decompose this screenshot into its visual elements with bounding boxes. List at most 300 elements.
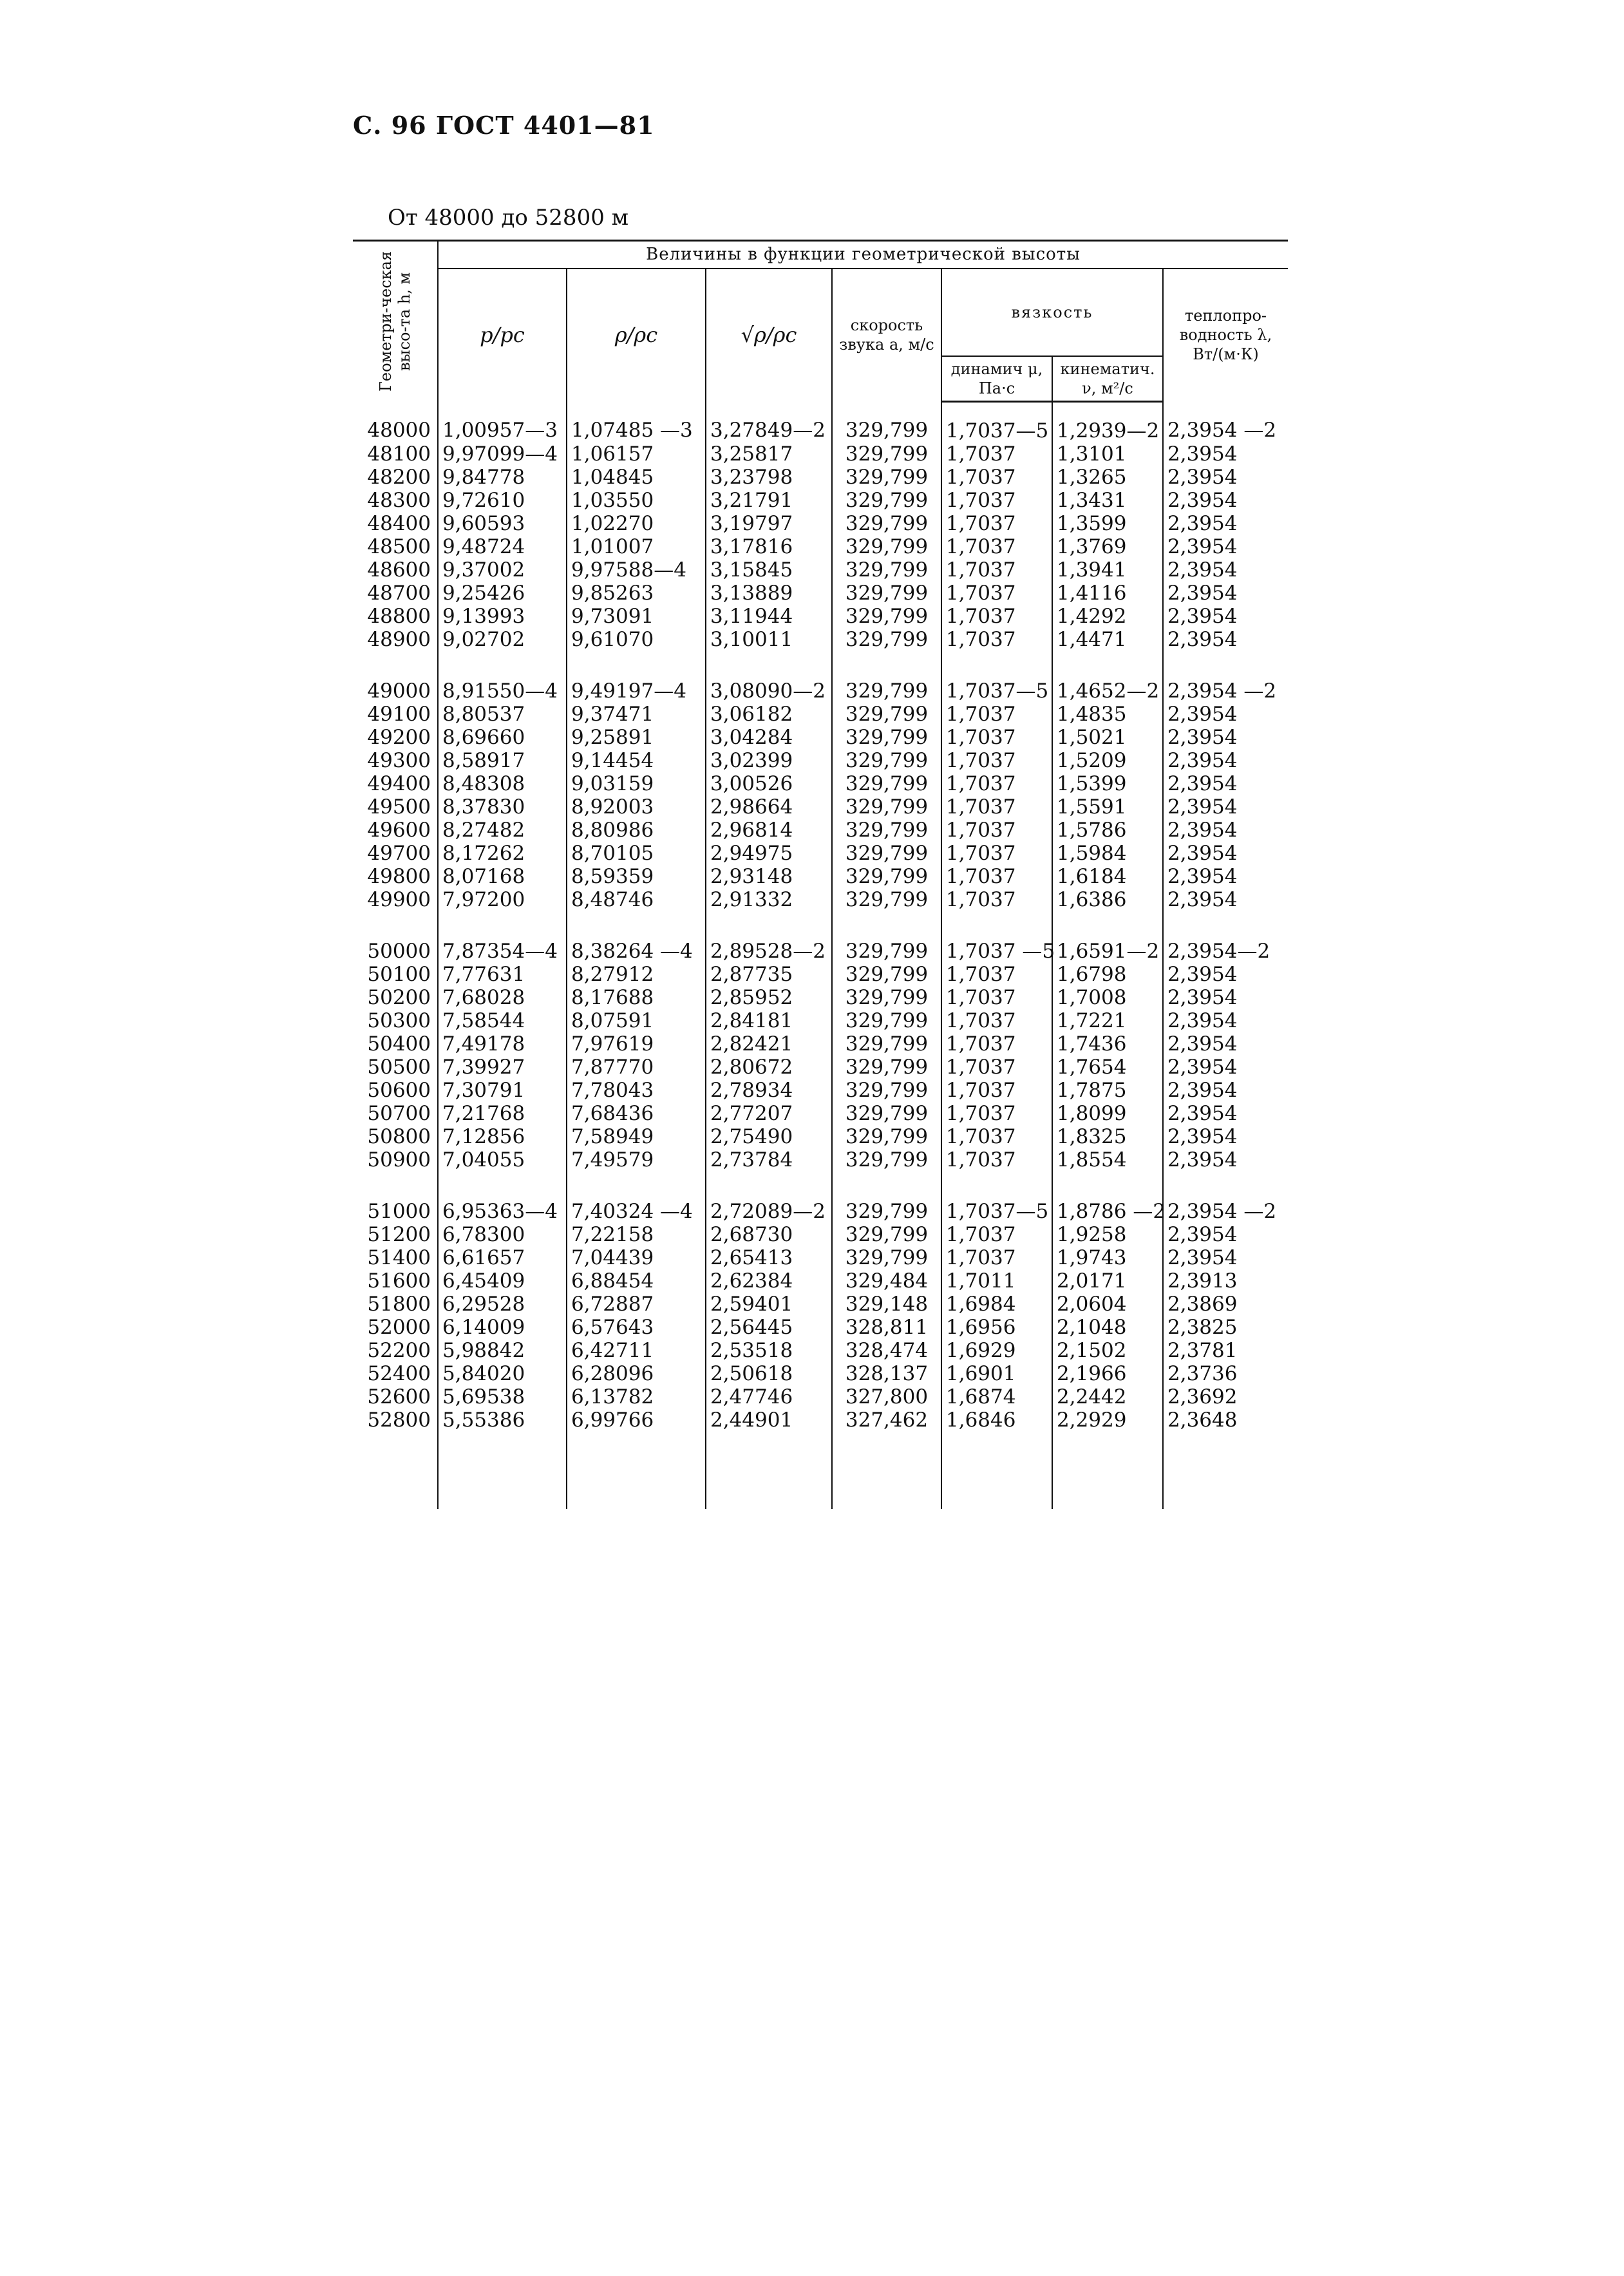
cell-height: 49400 [367, 772, 431, 795]
table-row [353, 795, 1288, 819]
cell-p-ratio: 5,69538 [438, 1385, 567, 1408]
cell-kinematic-viscosity: 1,5984 [1052, 842, 1163, 865]
cell-kinematic-viscosity: 1,6386 [1052, 888, 1163, 911]
cell-density-ratio: 9,25891 [567, 726, 706, 749]
cell-p-ratio: 8,37830 [438, 795, 567, 819]
table-row [353, 1056, 1288, 1079]
cell-kinematic-viscosity: 1,2939—2 [1052, 401, 1163, 442]
cell-sqrt-density-ratio: 2,91332 [706, 888, 832, 911]
cell-height: 51400 [367, 1246, 431, 1269]
col-head-dynamic-viscosity: динамич μ, Па·с [941, 356, 1052, 402]
cell-dynamic-viscosity: 1,7037 [941, 795, 1052, 819]
cell-sqrt-density-ratio: 2,73784 [706, 1148, 832, 1171]
cell-kinematic-viscosity: 1,7436 [1052, 1032, 1163, 1056]
cell-sound-speed: 329,799 [832, 726, 941, 749]
cell-sqrt-density-ratio: 2,96814 [706, 819, 832, 842]
cell-sqrt-density-ratio: 3,08090—2 [706, 651, 832, 703]
col-head-kinematic-viscosity: кинематич. ν, м²/с [1052, 356, 1163, 402]
cell-kinematic-viscosity: 1,3769 [1052, 535, 1163, 558]
cell-sqrt-density-ratio: 2,85952 [706, 986, 832, 1009]
cell-density-ratio: 8,80986 [567, 819, 706, 842]
cell-kinematic-viscosity: 1,7875 [1052, 1079, 1163, 1102]
cell-dynamic-viscosity: 1,7037 [941, 535, 1052, 558]
cell-thermal-conductivity: 2,3954 [1163, 1102, 1288, 1125]
cell-thermal-conductivity: 2,3736 [1163, 1362, 1288, 1385]
cell-thermal-conductivity: 2,3954 [1163, 558, 1288, 582]
cell-height: 50900 [367, 1148, 431, 1171]
cell-density-ratio: 7,97619 [567, 1032, 706, 1056]
cell-sound-speed: 329,799 [832, 1079, 941, 1102]
table-row [353, 1385, 1288, 1408]
cell-p-ratio: 1,00957—3 [438, 401, 567, 442]
cell-thermal-conductivity: 2,3954 [1163, 703, 1288, 726]
cell-kinematic-viscosity: 1,7008 [1052, 986, 1163, 1009]
cell-dynamic-viscosity: 1,7037—5 [941, 401, 1052, 442]
cell-dynamic-viscosity: 1,7037 [941, 489, 1052, 512]
cell-sound-speed: 329,799 [832, 401, 941, 442]
cell-dynamic-viscosity: 1,7037 [941, 986, 1052, 1009]
table-row [353, 442, 1288, 466]
cell-sqrt-density-ratio: 2,87735 [706, 963, 832, 986]
cell-height: 49600 [367, 818, 431, 842]
cell-sound-speed: 329,799 [832, 628, 941, 651]
cell-density-ratio: 9,37471 [567, 703, 706, 726]
cell-p-ratio: 8,80537 [438, 703, 567, 726]
cell-sound-speed: 329,799 [832, 489, 941, 512]
table-row [353, 703, 1288, 726]
table-row [353, 1079, 1288, 1102]
cell-thermal-conductivity: 2,3954 [1163, 986, 1288, 1009]
table-row [353, 911, 1288, 963]
cell-sqrt-density-ratio: 2,72089—2 [706, 1171, 832, 1223]
cell-dynamic-viscosity: 1,7037 [941, 703, 1052, 726]
cell-height: 49700 [367, 841, 431, 865]
cell-density-ratio: 6,99766 [567, 1408, 706, 1432]
cell-sound-speed: 329,799 [832, 1102, 941, 1125]
cell-thermal-conductivity: 2,3954 —2 [1163, 651, 1288, 703]
cell-sound-speed: 329,799 [832, 1009, 941, 1032]
cell-kinematic-viscosity: 1,7654 [1052, 1056, 1163, 1079]
cell-p-ratio: 8,69660 [438, 726, 567, 749]
cell-sqrt-density-ratio: 2,47746 [706, 1385, 832, 1408]
cell-height: 51800 [367, 1292, 431, 1316]
cell-sqrt-density-ratio: 3,13889 [706, 582, 832, 605]
cell-dynamic-viscosity: 1,7037—5 [941, 651, 1052, 703]
cell-sqrt-density-ratio: 2,65413 [706, 1246, 832, 1269]
cell-dynamic-viscosity: 1,7037 [941, 605, 1052, 628]
cell-p-ratio: 9,13993 [438, 605, 567, 628]
table-row [353, 1102, 1288, 1125]
cell-density-ratio: 9,73091 [567, 605, 706, 628]
cell-sqrt-density-ratio: 3,06182 [706, 703, 832, 726]
table-body [353, 401, 1288, 1509]
cell-kinematic-viscosity: 1,9258 [1052, 1223, 1163, 1246]
cell-p-ratio: 7,49178 [438, 1032, 567, 1056]
cell-sound-speed: 329,799 [832, 512, 941, 535]
cell-thermal-conductivity: 2,3954 [1163, 1056, 1288, 1079]
table-row [353, 512, 1288, 535]
cell-sqrt-density-ratio: 3,19797 [706, 512, 832, 535]
cell-kinematic-viscosity: 1,6591—2 [1052, 911, 1163, 963]
cell-kinematic-viscosity: 2,0171 [1052, 1269, 1163, 1293]
cell-height: 51000 [367, 1199, 431, 1223]
cell-kinematic-viscosity: 1,3599 [1052, 512, 1163, 535]
cell-density-ratio: 1,07485 —3 [567, 401, 706, 442]
cell-sqrt-density-ratio: 2,82421 [706, 1032, 832, 1056]
cell-sqrt-density-ratio: 3,21791 [706, 489, 832, 512]
cell-thermal-conductivity: 2,3825 [1163, 1316, 1288, 1339]
cell-density-ratio: 7,78043 [567, 1079, 706, 1102]
cell-sqrt-density-ratio: 2,78934 [706, 1079, 832, 1102]
table-row [353, 842, 1288, 865]
cell-kinematic-viscosity: 1,4292 [1052, 605, 1163, 628]
cell-dynamic-viscosity: 1,7037 [941, 628, 1052, 651]
cell-height: 49000 [367, 679, 431, 703]
cell-height: 50600 [367, 1078, 431, 1102]
cell-p-ratio: 7,04055 [438, 1148, 567, 1171]
cell-thermal-conductivity: 2,3954 [1163, 512, 1288, 535]
cell-thermal-conductivity: 2,3954 [1163, 1125, 1288, 1148]
cell-sound-speed: 329,799 [832, 703, 941, 726]
cell-dynamic-viscosity: 1,7037 [941, 442, 1052, 466]
cell-sound-speed: 329,799 [832, 795, 941, 819]
cell-sqrt-density-ratio: 3,17816 [706, 535, 832, 558]
cell-dynamic-viscosity: 1,6874 [941, 1385, 1052, 1408]
cell-dynamic-viscosity: 1,6901 [941, 1362, 1052, 1385]
cell-p-ratio: 7,77631 [438, 963, 567, 986]
cell-sound-speed: 329,799 [832, 582, 941, 605]
cell-p-ratio: 7,97200 [438, 888, 567, 911]
cell-density-ratio: 1,06157 [567, 442, 706, 466]
cell-sound-speed: 329,799 [832, 466, 941, 489]
cell-sqrt-density-ratio: 3,00526 [706, 772, 832, 795]
atmosphere-table [353, 240, 1288, 1509]
cell-dynamic-viscosity: 1,7037 [941, 842, 1052, 865]
cell-density-ratio: 6,28096 [567, 1362, 706, 1385]
cell-sound-speed: 327,800 [832, 1385, 941, 1408]
cell-dynamic-viscosity: 1,7037 [941, 512, 1052, 535]
col-head-thermal-conductivity: теплопро-водность λ, Вт/(м·К) [1163, 269, 1288, 402]
cell-height: 49900 [367, 887, 431, 911]
table-row [353, 1171, 1288, 1223]
cell-kinematic-viscosity: 2,1966 [1052, 1362, 1163, 1385]
cell-thermal-conductivity: 2,3869 [1163, 1293, 1288, 1316]
table-row [353, 1125, 1288, 1148]
cell-kinematic-viscosity: 2,1048 [1052, 1316, 1163, 1339]
cell-height: 50400 [367, 1032, 431, 1056]
col-head-sound-speed: скорость звука a, м/с [832, 269, 941, 402]
table-row [353, 888, 1288, 911]
cell-height: 49500 [367, 795, 431, 819]
cell-density-ratio: 1,02270 [567, 512, 706, 535]
cell-sound-speed: 328,474 [832, 1339, 941, 1362]
cell-kinematic-viscosity: 1,4835 [1052, 703, 1163, 726]
cell-height: 50000 [367, 939, 431, 963]
cell-kinematic-viscosity: 1,8786 —2 [1052, 1171, 1163, 1223]
cell-height: 50500 [367, 1055, 431, 1079]
cell-sound-speed: 329,799 [832, 963, 941, 986]
cell-kinematic-viscosity: 2,1502 [1052, 1339, 1163, 1362]
cell-sqrt-density-ratio: 2,44901 [706, 1408, 832, 1432]
cell-sound-speed: 329,799 [832, 558, 941, 582]
cell-dynamic-viscosity: 1,7037 [941, 819, 1052, 842]
cell-p-ratio: 8,17262 [438, 842, 567, 865]
table-row [353, 1316, 1288, 1339]
cell-p-ratio: 5,55386 [438, 1408, 567, 1432]
table-row [353, 986, 1288, 1009]
cell-thermal-conductivity: 2,3954 [1163, 605, 1288, 628]
cell-dynamic-viscosity: 1,7037 [941, 582, 1052, 605]
spacer-cell [353, 1432, 438, 1509]
cell-kinematic-viscosity: 1,4652—2 [1052, 651, 1163, 703]
cell-density-ratio: 7,58949 [567, 1125, 706, 1148]
cell-sqrt-density-ratio: 2,98664 [706, 795, 832, 819]
cell-kinematic-viscosity: 1,8325 [1052, 1125, 1163, 1148]
cell-thermal-conductivity: 2,3954 [1163, 628, 1288, 651]
cell-sqrt-density-ratio: 2,93148 [706, 865, 832, 888]
cell-height: 48100 [367, 442, 431, 466]
cell-sound-speed: 329,799 [832, 819, 941, 842]
cell-sound-speed: 329,799 [832, 1223, 941, 1246]
cell-sound-speed: 329,148 [832, 1293, 941, 1316]
cell-kinematic-viscosity: 1,5591 [1052, 795, 1163, 819]
cell-kinematic-viscosity: 1,6184 [1052, 865, 1163, 888]
cell-density-ratio: 1,04845 [567, 466, 706, 489]
cell-sound-speed: 329,799 [832, 1056, 941, 1079]
cell-dynamic-viscosity: 1,7037 [941, 1032, 1052, 1056]
table-row [353, 963, 1288, 986]
spacer-cell [567, 1432, 706, 1509]
cell-sqrt-density-ratio: 2,53518 [706, 1339, 832, 1362]
cell-height: 48900 [367, 627, 431, 651]
cell-thermal-conductivity: 2,3954 [1163, 842, 1288, 865]
cell-sqrt-density-ratio: 3,27849—2 [706, 401, 832, 442]
cell-height: 51600 [367, 1269, 431, 1293]
cell-p-ratio: 9,84778 [438, 466, 567, 489]
table-row [353, 1032, 1288, 1056]
table-bottom-spacer [353, 1432, 1288, 1509]
cell-density-ratio: 8,48746 [567, 888, 706, 911]
table-row [353, 1362, 1288, 1385]
table-row [353, 651, 1288, 703]
cell-p-ratio: 8,07168 [438, 865, 567, 888]
cell-thermal-conductivity: 2,3954 —2 [1163, 1171, 1288, 1223]
cell-sqrt-density-ratio: 2,62384 [706, 1269, 832, 1293]
cell-density-ratio: 1,01007 [567, 535, 706, 558]
cell-dynamic-viscosity: 1,7037 [941, 888, 1052, 911]
cell-height: 50800 [367, 1124, 431, 1148]
cell-density-ratio: 9,14454 [567, 749, 706, 772]
cell-sound-speed: 329,799 [832, 865, 941, 888]
cell-sqrt-density-ratio: 2,80672 [706, 1056, 832, 1079]
cell-dynamic-viscosity: 1,7037 [941, 1079, 1052, 1102]
cell-kinematic-viscosity: 1,3431 [1052, 489, 1163, 512]
cell-dynamic-viscosity: 1,7037—5 [941, 1171, 1052, 1223]
cell-dynamic-viscosity: 1,7037 [941, 1246, 1052, 1269]
cell-p-ratio: 6,78300 [438, 1223, 567, 1246]
cell-sound-speed: 329,799 [832, 651, 941, 703]
cell-thermal-conductivity: 2,3954 [1163, 888, 1288, 911]
col-head-height [353, 241, 438, 402]
cell-height: 50300 [367, 1009, 431, 1032]
cell-p-ratio: 5,98842 [438, 1339, 567, 1362]
cell-kinematic-viscosity: 1,6798 [1052, 963, 1163, 986]
cell-density-ratio: 7,22158 [567, 1223, 706, 1246]
cell-sqrt-density-ratio: 2,77207 [706, 1102, 832, 1125]
cell-sqrt-density-ratio: 2,50618 [706, 1362, 832, 1385]
cell-sound-speed: 329,799 [832, 749, 941, 772]
cell-p-ratio: 9,48724 [438, 535, 567, 558]
cell-thermal-conductivity: 2,3913 [1163, 1269, 1288, 1293]
table-row [353, 749, 1288, 772]
cell-density-ratio: 9,85263 [567, 582, 706, 605]
table-row [353, 726, 1288, 749]
cell-dynamic-viscosity: 1,7037 —5 [941, 911, 1052, 963]
cell-p-ratio: 8,58917 [438, 749, 567, 772]
cell-height: 48600 [367, 558, 431, 582]
cell-sqrt-density-ratio: 2,68730 [706, 1223, 832, 1246]
table-row [353, 772, 1288, 795]
cell-density-ratio: 6,88454 [567, 1269, 706, 1293]
cell-kinematic-viscosity: 1,8554 [1052, 1148, 1163, 1171]
cell-thermal-conductivity: 2,3781 [1163, 1339, 1288, 1362]
cell-height: 48200 [367, 465, 431, 489]
cell-sound-speed: 329,799 [832, 1171, 941, 1223]
cell-dynamic-viscosity: 1,7037 [941, 1223, 1052, 1246]
cell-sound-speed: 329,799 [832, 1246, 941, 1269]
cell-dynamic-viscosity: 1,7037 [941, 1009, 1052, 1032]
cell-kinematic-viscosity: 2,2442 [1052, 1385, 1163, 1408]
cell-kinematic-viscosity: 1,5786 [1052, 819, 1163, 842]
cell-p-ratio: 8,48308 [438, 772, 567, 795]
table-row [353, 1293, 1288, 1316]
table-row [353, 1269, 1288, 1293]
spacer-cell [832, 1432, 941, 1509]
cell-sound-speed: 329,799 [832, 1125, 941, 1148]
cell-kinematic-viscosity: 1,4471 [1052, 628, 1163, 651]
cell-sqrt-density-ratio: 3,10011 [706, 628, 832, 651]
col-head-sqrt-rho: √ρ/ρc [706, 269, 832, 402]
range-title: От 48000 до 52800 м [388, 205, 629, 231]
table-row [353, 628, 1288, 651]
cell-height: 49800 [367, 864, 431, 888]
cell-p-ratio: 9,97099—4 [438, 442, 567, 466]
cell-thermal-conductivity: 2,3954 [1163, 1223, 1288, 1246]
cell-thermal-conductivity: 2,3954 [1163, 963, 1288, 986]
cell-sound-speed: 328,137 [832, 1362, 941, 1385]
cell-dynamic-viscosity: 1,6929 [941, 1339, 1052, 1362]
cell-thermal-conductivity: 2,3954 [1163, 582, 1288, 605]
cell-dynamic-viscosity: 1,6956 [941, 1316, 1052, 1339]
cell-sound-speed: 329,799 [832, 888, 941, 911]
cell-sound-speed: 329,799 [832, 1148, 941, 1171]
spacer-cell [438, 1432, 567, 1509]
cell-p-ratio: 6,61657 [438, 1246, 567, 1269]
cell-thermal-conductivity: 2,3954 [1163, 1148, 1288, 1171]
cell-sqrt-density-ratio: 3,23798 [706, 466, 832, 489]
cell-height: 48500 [367, 535, 431, 558]
cell-height: 50700 [367, 1101, 431, 1125]
cell-p-ratio: 7,58544 [438, 1009, 567, 1032]
cell-thermal-conductivity: 2,3954 [1163, 1009, 1288, 1032]
cell-sqrt-density-ratio: 2,56445 [706, 1316, 832, 1339]
cell-thermal-conductivity: 2,3954 —2 [1163, 401, 1288, 442]
table-row [353, 1339, 1288, 1362]
cell-thermal-conductivity: 2,3692 [1163, 1385, 1288, 1408]
cell-height: 52400 [367, 1361, 431, 1385]
cell-sound-speed: 329,484 [832, 1269, 941, 1293]
cell-p-ratio: 7,39927 [438, 1056, 567, 1079]
cell-kinematic-viscosity: 2,2929 [1052, 1408, 1163, 1432]
cell-density-ratio: 6,13782 [567, 1385, 706, 1408]
table-head [353, 241, 1288, 402]
cell-density-ratio: 8,17688 [567, 986, 706, 1009]
cell-density-ratio: 8,27912 [567, 963, 706, 986]
cell-sqrt-density-ratio: 2,84181 [706, 1009, 832, 1032]
cell-height: 52800 [367, 1408, 431, 1432]
cell-dynamic-viscosity: 1,7037 [941, 749, 1052, 772]
table-row [353, 1223, 1288, 1246]
cell-height: 52600 [367, 1385, 431, 1408]
cell-height: 50200 [367, 985, 431, 1009]
cell-height: 48000 [367, 418, 431, 442]
cell-height: 49100 [367, 702, 431, 726]
cell-sqrt-density-ratio: 2,94975 [706, 842, 832, 865]
atmosphere-table-wrap [353, 240, 1288, 1509]
cell-thermal-conductivity: 2,3954 [1163, 795, 1288, 819]
cell-density-ratio: 6,42711 [567, 1339, 706, 1362]
cell-sound-speed: 329,799 [832, 842, 941, 865]
cell-dynamic-viscosity: 1,7037 [941, 1148, 1052, 1171]
table-row [353, 605, 1288, 628]
cell-density-ratio: 1,03550 [567, 489, 706, 512]
cell-p-ratio: 6,95363—4 [438, 1171, 567, 1223]
page-header: С. 96 ГОСТ 4401—81 [353, 111, 655, 140]
viscosity-group-head: вязкость [941, 269, 1163, 356]
cell-kinematic-viscosity: 1,5021 [1052, 726, 1163, 749]
cell-density-ratio: 8,70105 [567, 842, 706, 865]
cell-sound-speed: 329,799 [832, 605, 941, 628]
cell-sqrt-density-ratio: 3,25817 [706, 442, 832, 466]
spacer-cell [1163, 1432, 1288, 1509]
cell-kinematic-viscosity: 1,8099 [1052, 1102, 1163, 1125]
table-row [353, 819, 1288, 842]
col-head-p: p/pc [438, 269, 567, 402]
cell-p-ratio: 5,84020 [438, 1362, 567, 1385]
cell-dynamic-viscosity: 1,7037 [941, 1056, 1052, 1079]
cell-dynamic-viscosity: 1,7011 [941, 1269, 1052, 1293]
cell-kinematic-viscosity: 1,3941 [1052, 558, 1163, 582]
cell-sound-speed: 329,799 [832, 911, 941, 963]
cell-density-ratio: 7,40324 —4 [567, 1171, 706, 1223]
table-row [353, 489, 1288, 512]
cell-sqrt-density-ratio: 3,15845 [706, 558, 832, 582]
cell-density-ratio: 9,97588—4 [567, 558, 706, 582]
spacer-cell [706, 1432, 832, 1509]
table-row [353, 582, 1288, 605]
group-head: Величины в функции геометрической высоты [438, 241, 1288, 269]
cell-thermal-conductivity: 2,3954 [1163, 1079, 1288, 1102]
cell-sqrt-density-ratio: 3,02399 [706, 749, 832, 772]
cell-thermal-conductivity: 2,3954 [1163, 1246, 1288, 1269]
cell-height: 48700 [367, 581, 431, 605]
cell-density-ratio: 7,87770 [567, 1056, 706, 1079]
cell-kinematic-viscosity: 1,3101 [1052, 442, 1163, 466]
cell-density-ratio: 7,49579 [567, 1148, 706, 1171]
cell-p-ratio: 9,60593 [438, 512, 567, 535]
table-row [353, 1009, 1288, 1032]
cell-thermal-conductivity: 2,3954 [1163, 535, 1288, 558]
